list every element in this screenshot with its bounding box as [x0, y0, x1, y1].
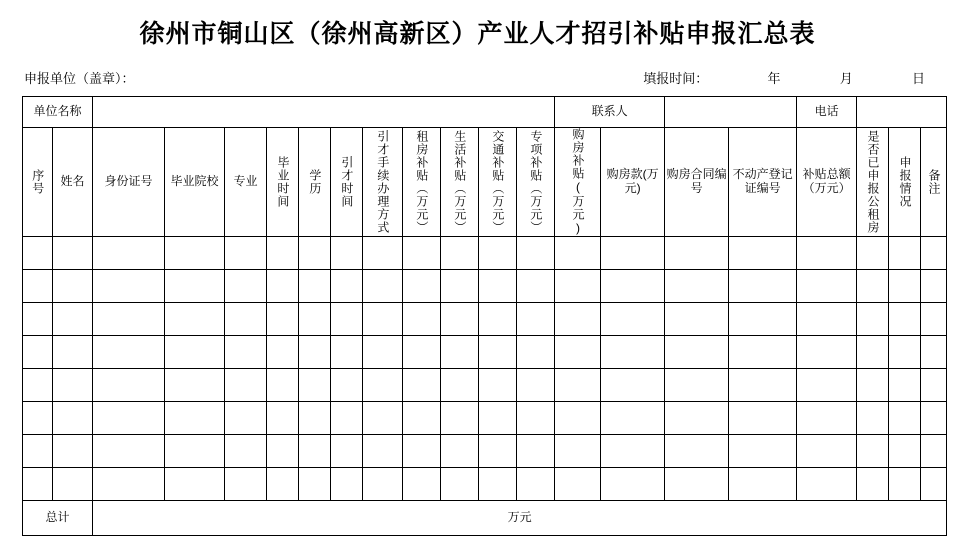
col-header-身份证号: 身份证号 — [93, 128, 165, 237]
table-cell[interactable] — [555, 468, 601, 501]
phone-label: 电话 — [797, 97, 857, 128]
table-row — [23, 270, 947, 303]
page-title: 徐州市铜山区（徐州高新区）产业人才招引补贴申报汇总表 — [139, 19, 816, 48]
table-cell[interactable] — [857, 303, 889, 336]
col-header-不动产登记证编号: 不动产登记证编号 — [729, 128, 797, 237]
table-cell[interactable] — [729, 270, 797, 303]
table-cell[interactable] — [889, 237, 921, 270]
table-cell[interactable] — [479, 303, 517, 336]
table-cell[interactable] — [363, 468, 403, 501]
day-label: 日 — [911, 71, 925, 86]
table-cell[interactable] — [403, 336, 441, 369]
table-cell[interactable] — [921, 270, 947, 303]
table-cell[interactable] — [299, 237, 331, 270]
table-cell[interactable] — [363, 270, 403, 303]
col-header-是否已申报公租房: 是否已申报公租房 — [857, 128, 889, 237]
table-cell[interactable] — [23, 303, 53, 336]
table-cell[interactable] — [479, 402, 517, 435]
table-cell[interactable] — [517, 336, 555, 369]
table-cell[interactable] — [921, 369, 947, 402]
table-cell[interactable] — [225, 303, 267, 336]
table-cell[interactable] — [441, 237, 479, 270]
table-cell[interactable] — [299, 402, 331, 435]
table-cell[interactable] — [53, 303, 93, 336]
table-cell[interactable] — [331, 369, 363, 402]
table-cell[interactable] — [729, 237, 797, 270]
unit-name-label: 单位名称 — [23, 97, 93, 128]
table-cell[interactable] — [267, 369, 299, 402]
table-cell[interactable] — [555, 369, 601, 402]
table-cell[interactable] — [165, 303, 225, 336]
col-header-购房款: 购房款(万元) — [601, 128, 665, 237]
table-cell[interactable] — [93, 435, 165, 468]
table-cell[interactable] — [889, 303, 921, 336]
table-cell[interactable] — [441, 303, 479, 336]
table-cell[interactable] — [729, 369, 797, 402]
table-cell[interactable] — [53, 468, 93, 501]
table-cell[interactable] — [857, 435, 889, 468]
table-cell[interactable] — [441, 468, 479, 501]
col-header-备注: 备注 — [921, 128, 947, 237]
table-cell[interactable] — [921, 402, 947, 435]
col-header-申报情况: 申报情况 — [889, 128, 921, 237]
table-cell[interactable] — [601, 435, 665, 468]
table-cell[interactable] — [363, 237, 403, 270]
table-cell[interactable] — [53, 402, 93, 435]
table-cell[interactable] — [889, 369, 921, 402]
table-cell[interactable] — [797, 402, 857, 435]
table-cell[interactable] — [665, 435, 729, 468]
table-cell[interactable] — [479, 369, 517, 402]
table-cell[interactable] — [165, 270, 225, 303]
table-cell[interactable] — [331, 402, 363, 435]
total-unit-label: 万元 — [507, 510, 532, 525]
table-cell[interactable] — [889, 435, 921, 468]
col-header-学历: 学历 — [299, 128, 331, 237]
table-cell[interactable] — [857, 336, 889, 369]
table-cell[interactable] — [555, 336, 601, 369]
table-cell[interactable] — [403, 369, 441, 402]
table-cell[interactable] — [53, 237, 93, 270]
table-row — [23, 435, 947, 468]
table-row — [23, 402, 947, 435]
contact-label: 联系人 — [555, 97, 665, 128]
contact-value[interactable] — [665, 97, 797, 128]
table-cell[interactable] — [403, 468, 441, 501]
table-cell[interactable] — [479, 435, 517, 468]
table-cell[interactable] — [921, 303, 947, 336]
table-cell[interactable] — [165, 369, 225, 402]
table-cell[interactable] — [479, 270, 517, 303]
table-cell[interactable] — [299, 303, 331, 336]
table-cell[interactable] — [403, 435, 441, 468]
table-cell[interactable] — [601, 303, 665, 336]
table-cell[interactable] — [921, 468, 947, 501]
fill-date-group — [643, 68, 925, 87]
table-cell[interactable] — [267, 336, 299, 369]
table-cell[interactable] — [363, 336, 403, 369]
table-cell[interactable] — [665, 237, 729, 270]
table-cell[interactable] — [23, 270, 53, 303]
table-cell[interactable] — [363, 435, 403, 468]
table-cell[interactable] — [267, 402, 299, 435]
table-cell[interactable] — [23, 468, 53, 501]
table-cell[interactable] — [555, 303, 601, 336]
total-row — [23, 501, 947, 536]
table-cell[interactable] — [267, 237, 299, 270]
table-cell[interactable] — [517, 237, 555, 270]
table-cell[interactable] — [403, 303, 441, 336]
col-header-序号: 序号 — [23, 128, 53, 237]
table-cell[interactable] — [797, 435, 857, 468]
table-cell[interactable] — [889, 336, 921, 369]
year-label: 年 — [767, 71, 781, 86]
table-cell[interactable] — [555, 435, 601, 468]
table-cell[interactable] — [797, 270, 857, 303]
table-cell[interactable] — [729, 468, 797, 501]
table-cell[interactable] — [267, 270, 299, 303]
table-cell[interactable] — [53, 270, 93, 303]
table-cell[interactable] — [555, 402, 601, 435]
table-cell[interactable] — [225, 402, 267, 435]
col-header-专项补贴: 专项补贴（万元） — [517, 128, 555, 237]
table-cell[interactable] — [517, 468, 555, 501]
col-header-毕业时间: 毕业时间 — [267, 128, 299, 237]
table-cell[interactable] — [601, 402, 665, 435]
table-cell[interactable] — [267, 303, 299, 336]
table-cell[interactable] — [23, 435, 53, 468]
declaring-unit-label: 申报单位（盖章）： — [24, 71, 135, 86]
table-cell[interactable] — [403, 402, 441, 435]
table-cell[interactable] — [53, 369, 93, 402]
table-cell[interactable] — [331, 468, 363, 501]
table-cell[interactable] — [331, 237, 363, 270]
col-header-租房补贴: 租房补贴（万元） — [403, 128, 441, 237]
col-header-生活补贴: 生活补贴（万元） — [441, 128, 479, 237]
col-header-毕业院校: 毕业院校 — [165, 128, 225, 237]
table-cell[interactable] — [601, 270, 665, 303]
table-cell[interactable] — [797, 303, 857, 336]
table-cell[interactable] — [441, 402, 479, 435]
table-cell[interactable] — [23, 336, 53, 369]
table-cell[interactable] — [403, 270, 441, 303]
table-cell[interactable] — [53, 336, 93, 369]
unit-name-value[interactable] — [93, 97, 555, 128]
col-header-引才时间: 引才时间 — [331, 128, 363, 237]
table-cell[interactable] — [601, 369, 665, 402]
table-cell[interactable] — [729, 336, 797, 369]
table-cell[interactable] — [665, 369, 729, 402]
table-cell[interactable] — [857, 402, 889, 435]
col-header-专业: 专业 — [225, 128, 267, 237]
table-row — [23, 303, 947, 336]
table-cell[interactable] — [225, 369, 267, 402]
table-cell[interactable] — [331, 336, 363, 369]
col-header-引才手续办理方式: 引才手续办理方式 — [363, 128, 403, 237]
table-cell[interactable] — [165, 237, 225, 270]
info-row — [23, 97, 947, 128]
table-cell[interactable] — [93, 402, 165, 435]
table-cell[interactable] — [729, 435, 797, 468]
table-cell[interactable] — [517, 270, 555, 303]
table-cell[interactable] — [665, 270, 729, 303]
table-cell[interactable] — [299, 336, 331, 369]
table-cell[interactable] — [93, 237, 165, 270]
table-cell[interactable] — [441, 369, 479, 402]
table-cell[interactable] — [267, 435, 299, 468]
header-row — [23, 128, 947, 237]
col-header-购房补贴: 购房补贴(万元) — [555, 128, 601, 237]
table-cell[interactable] — [165, 336, 225, 369]
table-cell[interactable] — [331, 435, 363, 468]
table-cell[interactable] — [797, 336, 857, 369]
table-row — [23, 237, 947, 270]
table-cell[interactable] — [23, 369, 53, 402]
table-cell[interactable] — [517, 369, 555, 402]
table-cell[interactable] — [93, 270, 165, 303]
table-cell[interactable] — [857, 468, 889, 501]
meta-row — [20, 62, 935, 92]
total-label: 总计 — [23, 501, 93, 536]
total-value[interactable] — [93, 501, 947, 536]
table-cell[interactable] — [23, 402, 53, 435]
table-cell[interactable] — [165, 468, 225, 501]
table-cell[interactable] — [299, 369, 331, 402]
col-header-交通补贴: 交通补贴（万元） — [479, 128, 517, 237]
table-cell[interactable] — [165, 435, 225, 468]
col-header-购房合同编号: 购房合同编号 — [665, 128, 729, 237]
table-cell[interactable] — [729, 303, 797, 336]
table-cell[interactable] — [23, 237, 53, 270]
table-cell[interactable] — [601, 237, 665, 270]
table-cell[interactable] — [363, 402, 403, 435]
table-cell[interactable] — [225, 468, 267, 501]
table-cell[interactable] — [363, 303, 403, 336]
table-cell[interactable] — [797, 237, 857, 270]
table-cell[interactable] — [403, 237, 441, 270]
table-cell[interactable] — [331, 270, 363, 303]
table-cell[interactable] — [601, 468, 665, 501]
table-cell[interactable] — [857, 270, 889, 303]
table-cell[interactable] — [797, 468, 857, 501]
table-cell[interactable] — [363, 369, 403, 402]
table-cell[interactable] — [93, 468, 165, 501]
table-body — [23, 237, 947, 501]
phone-value[interactable] — [857, 97, 947, 128]
table-cell[interactable] — [921, 336, 947, 369]
table-cell[interactable] — [665, 303, 729, 336]
table-cell[interactable] — [889, 270, 921, 303]
table-cell[interactable] — [601, 336, 665, 369]
table-cell[interactable] — [517, 303, 555, 336]
declaration-table — [22, 96, 947, 536]
month-label: 月 — [839, 71, 853, 86]
table-cell[interactable] — [479, 336, 517, 369]
table-cell[interactable] — [479, 237, 517, 270]
table-cell[interactable] — [665, 402, 729, 435]
fill-date-label: 填报时间： — [643, 71, 709, 86]
table-cell[interactable] — [165, 402, 225, 435]
table-cell[interactable] — [517, 402, 555, 435]
table-cell[interactable] — [267, 468, 299, 501]
table-cell[interactable] — [665, 336, 729, 369]
table-cell[interactable] — [889, 468, 921, 501]
table-cell[interactable] — [857, 237, 889, 270]
table-cell[interactable] — [331, 303, 363, 336]
table-cell[interactable] — [299, 468, 331, 501]
table-cell[interactable] — [889, 402, 921, 435]
table-cell[interactable] — [555, 237, 601, 270]
table-cell[interactable] — [441, 336, 479, 369]
table-cell[interactable] — [921, 237, 947, 270]
table-row — [23, 369, 947, 402]
col-header-补贴总额: 补贴总额（万元） — [797, 128, 857, 237]
table-cell[interactable] — [93, 336, 165, 369]
table-cell[interactable] — [921, 435, 947, 468]
table-cell[interactable] — [53, 435, 93, 468]
table-cell[interactable] — [93, 303, 165, 336]
table-cell[interactable] — [441, 270, 479, 303]
table-cell[interactable] — [797, 369, 857, 402]
table-cell[interactable] — [479, 468, 517, 501]
table-cell[interactable] — [665, 468, 729, 501]
table-cell[interactable] — [225, 435, 267, 468]
table-row — [23, 468, 947, 501]
table-cell[interactable] — [225, 336, 267, 369]
col-header-姓名: 姓名 — [53, 128, 93, 237]
table-row — [23, 336, 947, 369]
table-cell[interactable] — [299, 435, 331, 468]
table-cell[interactable] — [441, 435, 479, 468]
table-cell[interactable] — [729, 402, 797, 435]
table-cell[interactable] — [555, 270, 601, 303]
table-cell[interactable] — [517, 435, 555, 468]
table-cell[interactable] — [857, 369, 889, 402]
table-cell[interactable] — [299, 270, 331, 303]
table-cell[interactable] — [93, 369, 165, 402]
table-cell[interactable] — [225, 270, 267, 303]
table-cell[interactable] — [225, 237, 267, 270]
